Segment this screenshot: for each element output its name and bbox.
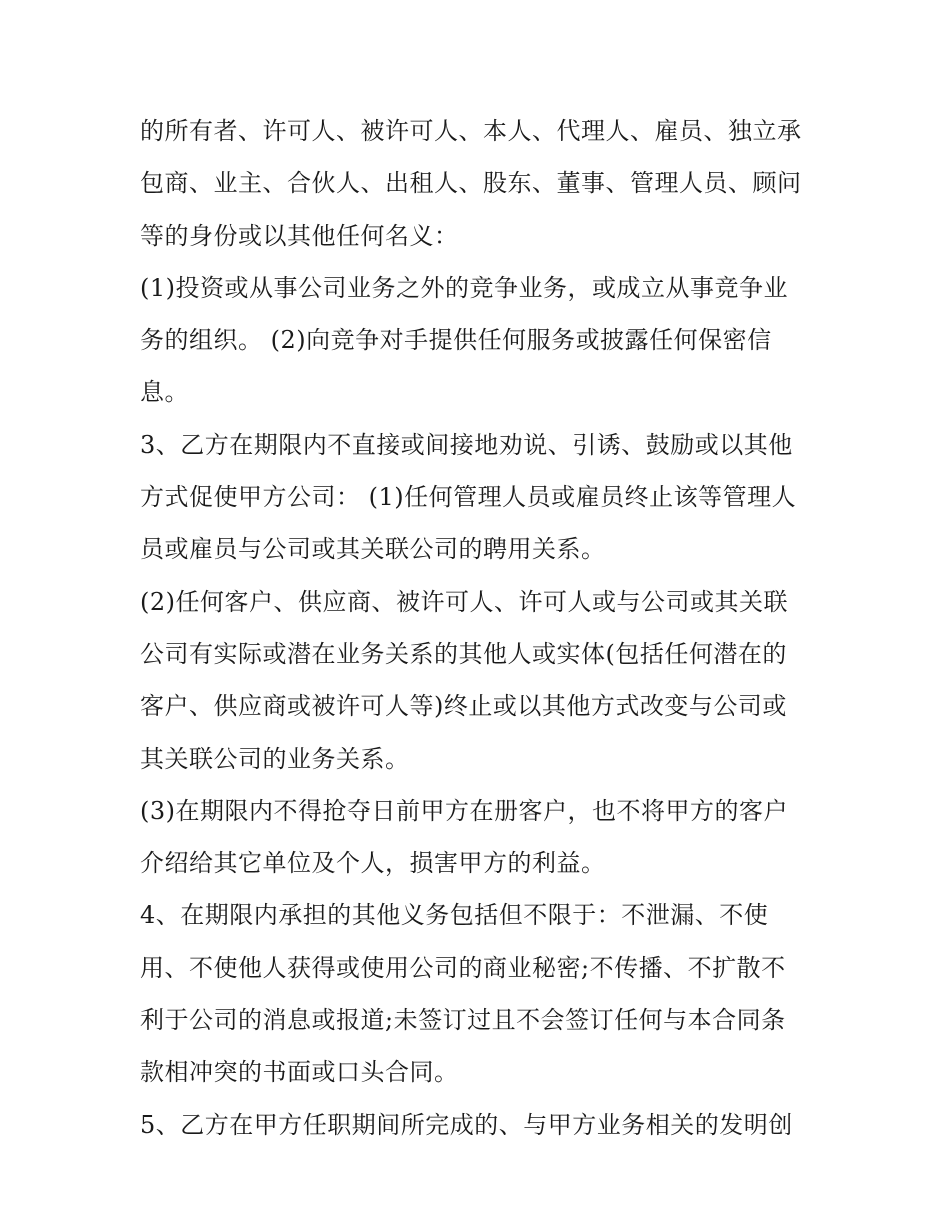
text-line-13: 其关联公司的业务关系。 [140,744,410,773]
text-line-18: 利于公司的消息或报道;未签订过且不会签订任何与本合同条 [140,1006,786,1035]
text-line-8: 方式促使甲方公司： (1)任何管理人员或雇员终止该等管理人 [140,483,797,512]
document-body [140,105,820,1151]
text-line-20: 5、乙方在甲方任职期间所完成的、与甲方业务相关的发明创 [140,1110,793,1139]
text-line-4: (1)投资或从事公司业务之外的竞争业务，或成立从事竞争业 [140,273,788,302]
text-line-9: 员或雇员与公司或其关联公司的聘用关系。 [140,535,606,564]
text-line-12: 客户、供应商或被许可人等)终止或以其他方式改变与公司或 [140,692,787,721]
text-line-1: 的所有者、许可人、被许可人、本人、代理人、雇员、独立承 [140,117,802,145]
text-line-6: 息。 [140,378,189,407]
text-line-10: (2)任何客户、供应商、被许可人、许可人或与公司或其关联 [140,587,788,616]
text-line-7: 3、乙方在期限内不直接或间接地劝说、引诱、鼓励或以其他 [140,430,793,459]
text-line-17: 用、不使他人获得或使用公司的商业秘密;不传播、不扩散不 [140,953,786,982]
text-line-11: 公司有实际或潜在业务关系的其他人或实体(包括任何潜在的 [140,639,787,668]
text-line-2: 包商、业主、合伙人、出租人、股东、董事、管理人员、顾问 [140,169,802,198]
text-line-15: 介绍给其它单位及个人，损害甲方的利益。 [140,849,606,878]
text-line-14: (3)在期限内不得抢夺日前甲方在册客户，也不将甲方的客户 [140,796,788,825]
text-line-3: 等的身份或以其他任何名义： [140,221,459,250]
text-line-19: 款相冲突的书面或口头合同。 [140,1058,459,1087]
text-line-5: 务的组织。 (2)向竞争对手提供任何服务或披露任何保密信 [140,326,772,355]
text-line-16: 4、在期限内承担的其他义务包括但不限于：不泄漏、不使 [140,901,769,930]
